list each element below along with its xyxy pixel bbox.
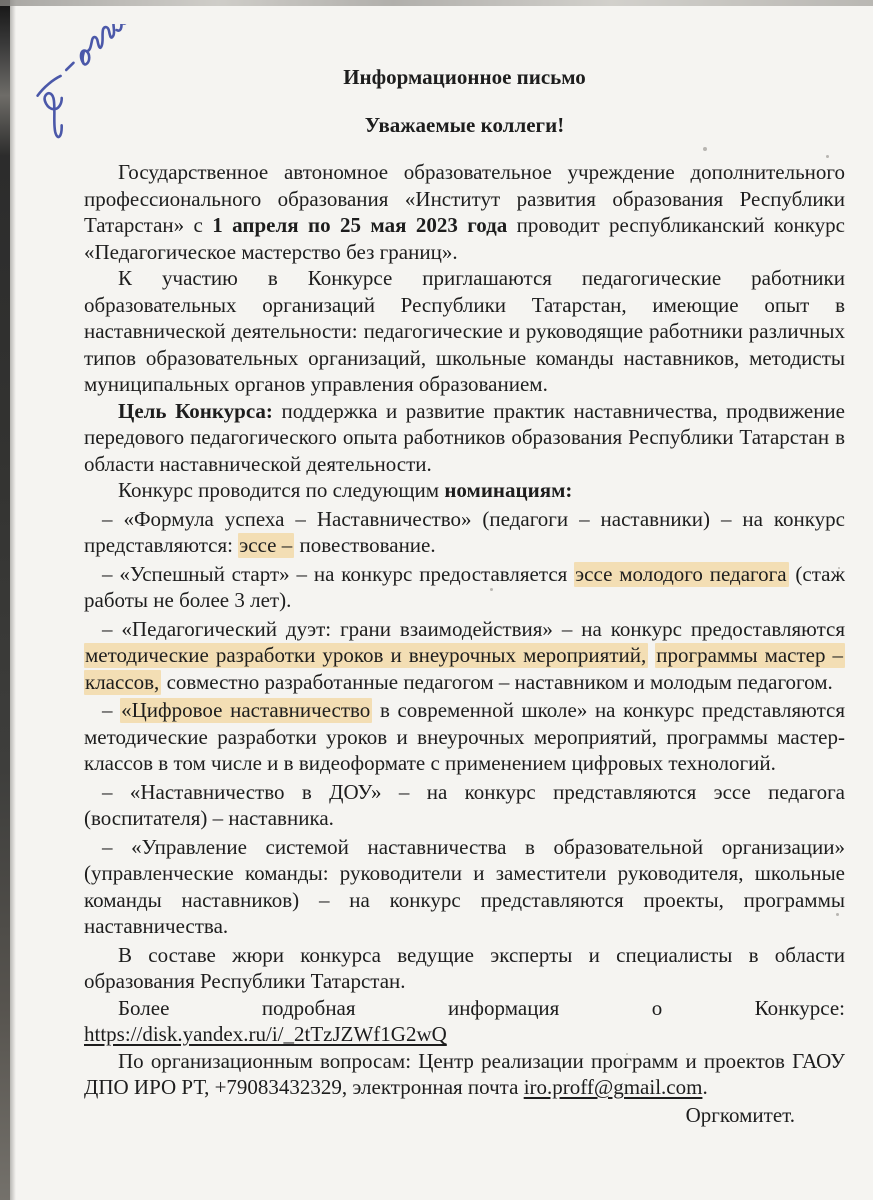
intro-text-end: проводит республиканский конкурс «Педагогическое мастерство без границ». bbox=[84, 213, 845, 264]
paragraph-participants: К участию в Конкурсе приглашаются педагогические работники образовательных организаций Республики Татарстан, имеющие опыт в наставнической деятельности: педагогические и руководящие работники различных типов образовательных организаций, школьные команды наставников, методисты муниципальных органов управления образованием. bbox=[84, 266, 845, 396]
nomination-text: (стаж работы не более 3 лет). bbox=[84, 561, 845, 612]
scan-edge-left-shadow bbox=[10, 0, 16, 1200]
goal-text: поддержка и развитие практик наставничества, продвижение передового педагогического опыта работников образования Республики Татарстан в области наставнической деятельности. bbox=[84, 398, 845, 476]
scan-edge-left bbox=[0, 0, 10, 1200]
contest-info-link[interactable]: https://disk.yandex.ru/i/_2tTzJZWf1G2wQ bbox=[84, 1022, 447, 1046]
paragraph-contacts bbox=[84, 1048, 845, 1101]
intro-dates-bold: 1 апреля по 25 мая 2023 года bbox=[212, 213, 508, 237]
goal-label: Цель Конкурса: bbox=[118, 398, 282, 423]
paragraph-more-info bbox=[84, 995, 845, 1048]
nomination-digital-mentoring bbox=[84, 697, 845, 777]
more-info-lead: Более подробная информация о Конкурсе: bbox=[118, 995, 845, 1020]
salutation: Уважаемые коллеги! bbox=[364, 112, 565, 137]
contacts-text-end: . bbox=[702, 1075, 708, 1099]
highlighted-text: эссе молодого педагога bbox=[575, 561, 787, 586]
contacts-text: По организационным вопросам: Центр реализации программ и проектов ГАОУ ДПО ИРО РТ, +79083432329, электронная почта bbox=[84, 1048, 845, 1099]
nomination-management: – «Управление системой наставничества в образовательной организации» (управленческие команды: руководители и заместители руководителя, школьные команды наставников) – на конкурс представляются проекты, программы наставничества. bbox=[84, 834, 845, 938]
nomination-text: повествование. bbox=[294, 533, 436, 557]
nomination-text: – «Формула успеха – Наставничество» (педагоги – наставники) – на конкурс представляются: bbox=[84, 506, 845, 557]
nomination-dou: – «Наставничество в ДОУ» – на конкурс представляются эссе педагога (воспитателя) – наставника. bbox=[84, 779, 845, 830]
paragraph-goal bbox=[84, 398, 845, 478]
paragraph-intro bbox=[84, 159, 845, 265]
highlighted-text: «Цифровое наставничество bbox=[121, 698, 371, 722]
nomination-text: – «Успешный старт» – на конкурс предоставляется bbox=[102, 561, 575, 586]
nomination-text: в современной школе» на конкурс представляются методические разработки уроков и внеурочных мероприятий, программы мастер-классов в том числе и в видеоформате с применением цифровых технологий. bbox=[84, 698, 845, 775]
paragraph-nominations-lead bbox=[84, 477, 845, 504]
page-title: Информационное письмо bbox=[343, 65, 586, 89]
nomination-text: совместно разработанные педагогом – наставником и молодым педагогом. bbox=[161, 669, 833, 694]
nominations-lead-text: Конкурс проводится по следующим bbox=[118, 478, 445, 502]
nomination-text: – «Педагогический дуэт: грани взаимодействия» – на конкурс предоставляются bbox=[102, 616, 845, 641]
highlighted-text: программы мастер – классов, bbox=[85, 643, 844, 694]
nominations-lead-bold: номинациям: bbox=[444, 478, 573, 502]
scan-edge-top bbox=[0, 0, 873, 6]
letter-content bbox=[84, 64, 845, 1128]
nomination-text: – bbox=[102, 698, 121, 722]
nomination-pedagogical-duet bbox=[84, 616, 845, 696]
nomination-uspeshny-start bbox=[84, 561, 845, 614]
contact-email-link[interactable]: iro.proff@gmail.com bbox=[523, 1075, 703, 1099]
signature: Оргкомитет. bbox=[685, 1102, 795, 1127]
intro-text: Государственное автономное образовательное учреждение дополнительного профессионального образования «Институт развития образования Республики Татарстан» с bbox=[84, 160, 845, 237]
highlighted-text: эссе – bbox=[239, 533, 293, 557]
highlighted-text: методические разработки уроков и внеурочных мероприятий, bbox=[85, 643, 647, 667]
paragraph-jury: В составе жюри конкурса ведущие эксперты и специалисты в области образования Республики Татарстан. bbox=[84, 942, 845, 993]
nomination-formula-uspeha bbox=[84, 506, 845, 559]
